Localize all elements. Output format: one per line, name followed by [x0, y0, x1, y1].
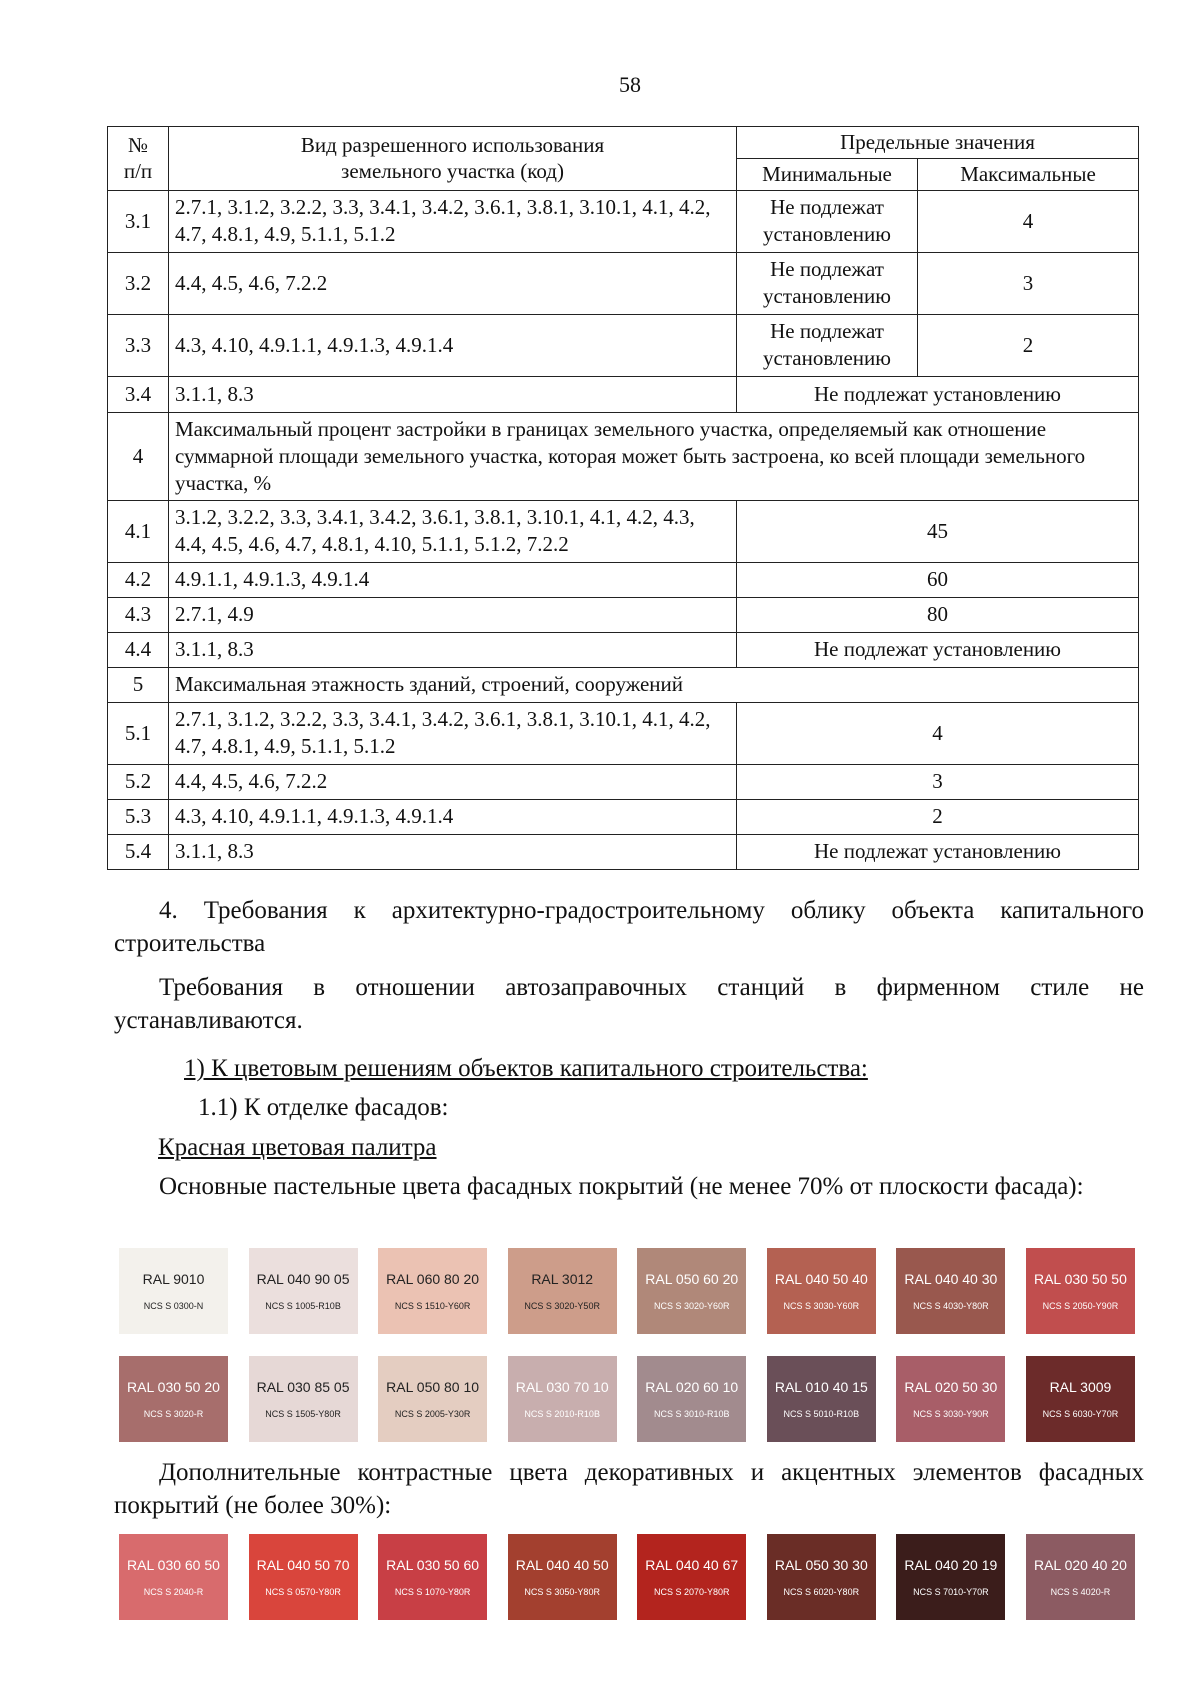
ncs-code: NCS S 6020-Y80R [783, 1587, 860, 1597]
color-solutions-heading [184, 1052, 1084, 1085]
ncs-code: NCS S 4030-Y80R [913, 1301, 989, 1311]
ncs-code: NCS S 1005-R10B [265, 1301, 341, 1311]
color-swatch [378, 1248, 487, 1334]
limits-table [107, 126, 1139, 870]
row-codes: 4.4, 4.5, 4.6, 7.2.2 [169, 252, 737, 314]
row-codes: 2.7.1, 4.9 [169, 597, 737, 632]
row-number: 3.1 [108, 190, 169, 252]
ral-code: RAL 040 50 70 [256, 1557, 350, 1573]
color-swatch [249, 1356, 358, 1442]
ral-code: RAL 050 30 30 [774, 1557, 868, 1573]
ncs-code: NCS S 0570-Y80R [265, 1587, 341, 1597]
color-swatch [896, 1534, 1005, 1620]
row-number: 5.3 [108, 799, 169, 834]
table-section-row [108, 412, 1139, 500]
row-max: 3 [918, 252, 1139, 314]
ral-code: RAL 040 20 19 [904, 1557, 998, 1573]
ncs-code: NCS S 5010-R10B [783, 1409, 860, 1419]
table-row [108, 632, 1139, 667]
row-codes: 4.9.1.1, 4.9.1.3, 4.9.1.4 [169, 562, 737, 597]
color-swatch [508, 1248, 617, 1334]
ncs-code: NCS S 3030-Y60R [783, 1301, 860, 1311]
ral-code: RAL 060 80 20 [386, 1271, 480, 1287]
ncs-code: NCS S 6030-Y70R [1042, 1409, 1119, 1419]
table-row [108, 764, 1139, 799]
row-number: 5.4 [108, 834, 169, 869]
ncs-code: NCS S 2040-R [143, 1587, 204, 1597]
row-value: 3 [737, 764, 1139, 799]
ncs-code: NCS S 0300-N [143, 1301, 204, 1311]
color-swatch [249, 1248, 358, 1334]
row-codes: 3.1.1, 8.3 [169, 834, 737, 869]
row-max: 2 [918, 314, 1139, 376]
header-min: Минимальные [737, 158, 918, 190]
table-header-row [108, 127, 1139, 159]
color-swatch [508, 1534, 617, 1620]
ral-code: RAL 030 85 05 [256, 1379, 350, 1395]
ral-code: RAL 010 40 15 [774, 1379, 868, 1395]
color-swatch [378, 1356, 487, 1442]
row-min: Не подлежат установлению [737, 190, 918, 252]
ncs-code: NCS S 1070-Y80R [394, 1587, 471, 1597]
facades-heading: 1.1) К отделке фасадов: [198, 1094, 449, 1121]
row-number: 3.3 [108, 314, 169, 376]
table-row [108, 834, 1139, 869]
contrast-palette-row [119, 1534, 1135, 1620]
ral-code: RAL 040 40 50 [515, 1557, 609, 1573]
ral-code: RAL 3012 [531, 1271, 594, 1287]
color-swatch [896, 1248, 1005, 1334]
row-codes: 2.7.1, 3.1.2, 3.2.2, 3.3, 3.4.1, 3.4.2, 3.6.1, 3.8.1, 3.10.1, 4.1, 4.2, 4.7, 4.8.1, 4.9, 5.1.1, 5.1.2 [169, 702, 737, 764]
row-codes: 2.7.1, 3.1.2, 3.2.2, 3.3, 3.4.1, 3.4.2, 3.6.1, 3.8.1, 3.10.1, 4.1, 4.2, 4.7, 4.8.1, 4.9, 5.1.1, 5.1.2 [169, 190, 737, 252]
ncs-code: NCS S 3020-R [143, 1409, 204, 1419]
table-row [108, 376, 1139, 412]
contrast-colors-caption: Дополнительные контрастные цвета декоративных и акцентных элементов фасадных покрытий (не более 30%): [114, 1459, 1144, 1519]
row-number: 3.2 [108, 252, 169, 314]
color-swatch [637, 1248, 746, 1334]
color-swatch [767, 1248, 876, 1334]
ncs-code: NCS S 3020-Y60R [653, 1301, 730, 1311]
row-codes: 4.4, 4.5, 4.6, 7.2.2 [169, 764, 737, 799]
ral-code: RAL 050 60 20 [645, 1271, 739, 1287]
row-value: 80 [737, 597, 1139, 632]
ncs-code: NCS S 7010-Y70R [913, 1587, 989, 1597]
color-swatch [249, 1534, 358, 1620]
section-4-heading: 4. Требования к архитектурно-градостроительному облику объекта капитального строительства [114, 897, 1144, 957]
ral-code: RAL 030 50 20 [127, 1379, 220, 1395]
color-swatch [1026, 1356, 1135, 1442]
color-swatch [637, 1356, 746, 1442]
ral-code: RAL 020 50 30 [904, 1379, 998, 1395]
main-palette-row-2 [119, 1356, 1135, 1442]
ncs-code: NCS S 1505-Y80R [265, 1409, 341, 1419]
row-codes: 3.1.2, 3.2.2, 3.3, 3.4.1, 3.4.2, 3.6.1, 3.8.1, 3.10.1, 4.1, 4.2, 4.3, 4.4, 4.5, 4.6, 4.7, 4.8.1, 4.10, 5.1.1, 5.1.2, 7.2.2 [169, 500, 737, 562]
color-swatch [1026, 1248, 1135, 1334]
ral-code: RAL 040 40 67 [645, 1557, 739, 1573]
table-row [108, 314, 1139, 376]
ncs-code: NCS S 2005-Y30R [394, 1409, 471, 1419]
color-swatch [1026, 1534, 1135, 1620]
color-swatch [378, 1534, 487, 1620]
main-palette-row-1 [119, 1248, 1135, 1334]
row-number: 4.4 [108, 632, 169, 667]
row-number: 5.1 [108, 702, 169, 764]
ncs-code: NCS S 3030-Y90R [913, 1409, 989, 1419]
ncs-code: NCS S 3050-Y80R [524, 1587, 600, 1597]
table-section-row [108, 667, 1139, 702]
section-title: Максимальный процент застройки в границах земельного участка, определяемый как отношение суммарной площади земельного участка, которая может быть застроена, ко всей площади земельного участка, % [169, 412, 1139, 500]
ncs-code: NCS S 2070-Y80R [653, 1587, 730, 1597]
ncs-code: NCS S 3010-R10B [653, 1409, 730, 1419]
row-max: 4 [918, 190, 1139, 252]
row-value: 45 [737, 500, 1139, 562]
row-value: Не подлежат установлению [737, 632, 1139, 667]
row-codes: 4.3, 4.10, 4.9.1.1, 4.9.1.3, 4.9.1.4 [169, 799, 737, 834]
gas-stations-paragraph: Требования в отношении автозаправочных станций в фирменном стиле не устанавливаются. [114, 974, 1144, 1034]
color-swatch [119, 1248, 228, 1334]
row-value: Не подлежат установлению [737, 376, 1139, 412]
table-row [108, 190, 1139, 252]
main-colors-caption: Основные пастельные цвета фасадных покрытий (не менее 70% от плоскости фасада): [159, 1173, 1084, 1200]
ncs-code: NCS S 1510-Y60R [394, 1301, 471, 1311]
ncs-code: NCS S 2050-Y90R [1042, 1301, 1119, 1311]
page-number: 58 [619, 72, 641, 97]
table-row [108, 597, 1139, 632]
table-row [108, 500, 1139, 562]
table-row [108, 799, 1139, 834]
row-number: 5.2 [108, 764, 169, 799]
ral-code: RAL 030 60 50 [127, 1557, 220, 1573]
color-swatch [767, 1534, 876, 1620]
header-use-type: Вид разрешенного использования земельного участка (код) [169, 127, 737, 191]
ncs-code: NCS S 2010-R10B [524, 1409, 600, 1419]
table-row [108, 702, 1139, 764]
ncs-code: NCS S 3020-Y50R [524, 1301, 600, 1311]
color-solutions-text: 1) К цветовым решениям объектов капитального строительства: [184, 1055, 868, 1082]
color-swatch [119, 1356, 228, 1442]
ral-code: RAL 030 50 60 [386, 1557, 480, 1573]
row-number: 5 [108, 667, 169, 702]
row-number: 4.3 [108, 597, 169, 632]
row-number: 4 [108, 412, 169, 500]
ral-code: RAL 020 40 20 [1033, 1557, 1127, 1573]
row-number: 3.4 [108, 376, 169, 412]
ral-code: RAL 030 70 10 [515, 1379, 609, 1395]
row-min: Не подлежат установлению [737, 252, 918, 314]
color-swatch [508, 1356, 617, 1442]
row-codes: 3.1.1, 8.3 [169, 632, 737, 667]
color-swatch [637, 1534, 746, 1620]
color-swatch [767, 1356, 876, 1442]
row-value: 2 [737, 799, 1139, 834]
ral-code: RAL 3009 [1049, 1379, 1112, 1395]
row-value: 4 [737, 702, 1139, 764]
ral-code: RAL 040 90 05 [256, 1271, 350, 1287]
ral-code: RAL 040 40 30 [904, 1271, 998, 1287]
row-codes: 3.1.1, 8.3 [169, 376, 737, 412]
ral-code: RAL 020 60 10 [645, 1379, 739, 1395]
section-title: Максимальная этажность зданий, строений, сооружений [169, 667, 1139, 702]
row-value: Не подлежат установлению [737, 834, 1139, 869]
row-number: 4.2 [108, 562, 169, 597]
table-row [108, 252, 1139, 314]
row-number: 4.1 [108, 500, 169, 562]
palette-title: Красная цветовая палитра [158, 1134, 437, 1161]
row-min: Не подлежат установлению [737, 314, 918, 376]
color-swatch [896, 1356, 1005, 1442]
row-value: 60 [737, 562, 1139, 597]
ral-code: RAL 050 80 10 [386, 1379, 480, 1395]
ral-code: RAL 040 50 40 [774, 1271, 868, 1287]
ncs-code: NCS S 4020-R [1050, 1587, 1111, 1597]
palette-title-block [158, 1131, 958, 1164]
table-row [108, 562, 1139, 597]
header-number: № п/п [108, 127, 169, 191]
header-limits: Предельные значения [737, 127, 1139, 159]
ral-code: RAL 030 50 50 [1033, 1271, 1127, 1287]
color-swatch [119, 1534, 228, 1620]
header-max: Максимальные [918, 158, 1139, 190]
row-codes: 4.3, 4.10, 4.9.1.1, 4.9.1.3, 4.9.1.4 [169, 314, 737, 376]
ral-code: RAL 9010 [142, 1271, 205, 1287]
